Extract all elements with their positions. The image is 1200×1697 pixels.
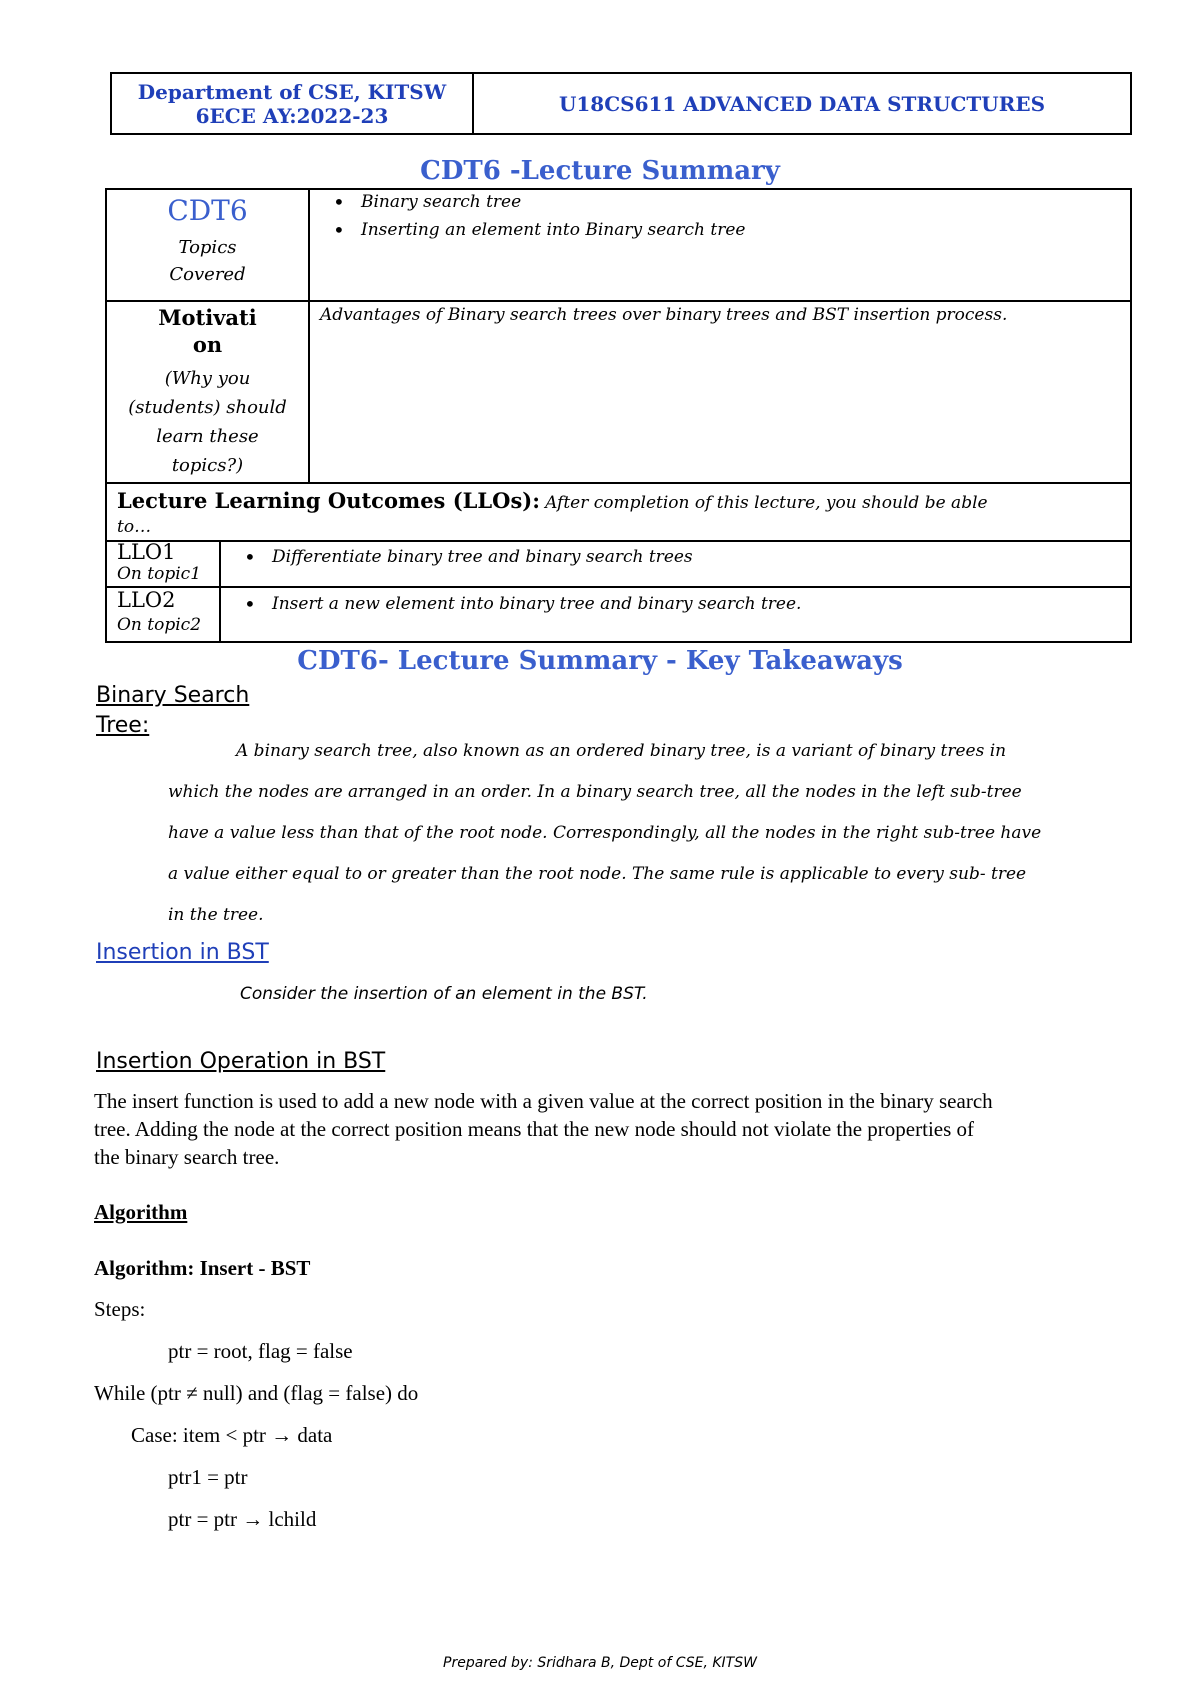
academic-year: 6ECE AY:2022-23 [195, 103, 389, 128]
llo1-label: LLO1 [117, 540, 176, 564]
algorithm-line: ptr = ptr → lchild [168, 1507, 317, 1531]
bst-para-line: have a value less than that of the root node. Correspondingly, all the nodes in the right sub-tree have [168, 823, 1042, 843]
topic-text: Inserting an element into Binary search tree [361, 220, 746, 240]
summary-table [105, 188, 1132, 643]
algorithm-name: Algorithm: Insert - BST [94, 1256, 311, 1280]
llo2-label-cell [117, 588, 217, 637]
course-title: U18CS611 ADVANCED DATA STRUCTURES [558, 91, 1046, 116]
list-item [323, 216, 1113, 244]
topics-label: Topics [178, 237, 237, 258]
insertion-heading: Insertion in BST [96, 940, 269, 965]
motivation-label: on [192, 332, 223, 357]
algorithm-line: ptr1 = ptr [168, 1465, 248, 1489]
motivation-subtext: (students) should [128, 397, 287, 418]
cdt-label: CDT6 [167, 194, 248, 227]
motivation-label: Motivati [158, 305, 257, 330]
paragraph-line: tree. Adding the node at the correct position means that the new node should not violate the properties of [94, 1117, 975, 1141]
topics-label-cell [107, 192, 308, 288]
motivation-subtext: topics?) [171, 455, 244, 476]
llo2-label: LLO2 [117, 588, 176, 612]
page-title: CDT6 -Lecture Summary [420, 156, 780, 186]
llo-intro: After completion of this lecture, you should be able [545, 493, 988, 513]
llo-intro: to… [117, 517, 152, 537]
llo1-topic: On topic1 [117, 564, 202, 584]
motivation-text: Advantages of Binary search trees over binary trees and BST insertion process. [320, 305, 1008, 325]
llo1-text: Differentiate binary tree and binary search trees [272, 547, 693, 567]
table-divider [308, 190, 310, 482]
insertion-op-paragraph [94, 1087, 1154, 1171]
llo2-topic: On topic2 [117, 615, 202, 635]
bst-para-line: A binary search tree, also known as an ordered binary tree, is a variant of binary trees in [236, 741, 1007, 761]
header-box [110, 72, 1132, 135]
list-item [323, 188, 1113, 216]
bullet-icon: • [333, 218, 345, 242]
table-divider [219, 540, 221, 643]
llo-heading: Lecture Learning Outcomes (LLOs): [117, 488, 540, 513]
department-cell [112, 74, 474, 133]
insertion-text: Consider the insertion of an element in the BST. [240, 984, 648, 1004]
footer-credit: Prepared by: Sridhara B, Dept of CSE, KITSW [443, 1655, 757, 1671]
motivation-subtext: (Why you [164, 368, 251, 389]
algorithm-line: Case: item < ptr → data [131, 1423, 333, 1447]
llo-heading-cell [117, 487, 1117, 517]
bst-para-line: in the tree. [168, 905, 264, 925]
motivation-subtext: learn these [156, 426, 259, 447]
department-name: Department of CSE, KITSW [137, 79, 447, 104]
llo2-item [234, 590, 1114, 618]
course-cell [474, 74, 1130, 133]
bst-para-line: a value either equal to or greater than the root node. The same rule is applicable to every sub- tree [168, 864, 1027, 884]
llo1-item [234, 543, 1114, 571]
topics-list [323, 188, 1113, 244]
table-divider [107, 540, 1130, 542]
table-divider [107, 586, 1130, 588]
paragraph-line: the binary search tree. [94, 1145, 280, 1169]
bullet-icon: • [244, 545, 256, 569]
paragraph-line: The insert function is used to add a new node with a given value at the correct position in the binary search [94, 1089, 993, 1113]
insertion-op-heading: Insertion Operation in BST [96, 1049, 386, 1074]
bst-para-line: which the nodes are arranged in an order. In a binary search tree, all the nodes in the left sub-tree [168, 782, 1022, 802]
table-divider [107, 482, 1130, 484]
bst-heading [96, 681, 249, 741]
bullet-icon: • [333, 190, 345, 214]
topic-text: Binary search tree [361, 192, 522, 212]
algorithm-line: ptr = root, flag = false [168, 1339, 353, 1363]
algorithm-line: While (ptr ≠ null) and (flag = false) do [94, 1381, 419, 1405]
topics-label: Covered [169, 264, 246, 285]
steps-label: Steps: [94, 1297, 146, 1321]
algorithm-heading: Algorithm [94, 1200, 188, 1224]
bst-heading-line: Tree: [96, 713, 150, 738]
bst-heading-line: Binary Search [96, 683, 250, 708]
llo1-label-cell [117, 541, 217, 585]
motivation-label-cell [107, 304, 308, 480]
bullet-icon: • [244, 592, 256, 616]
llo2-text: Insert a new element into binary tree and binary search tree. [272, 594, 802, 614]
takeaways-title: CDT6- Lecture Summary - Key Takeaways [297, 646, 903, 676]
